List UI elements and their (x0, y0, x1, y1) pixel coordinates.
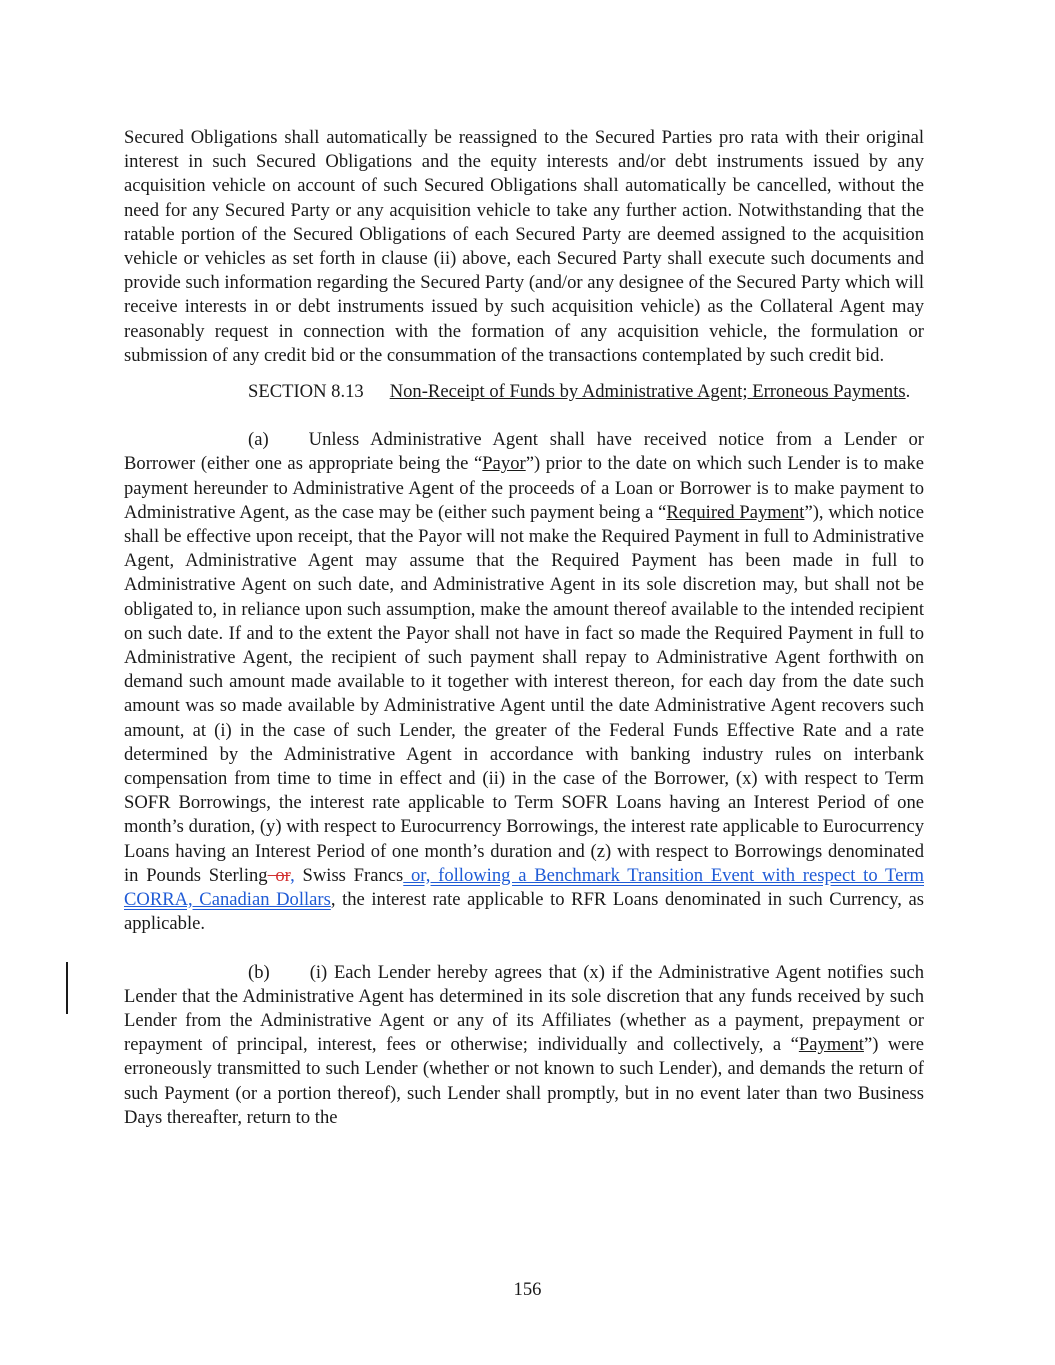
page-number: 156 (513, 1279, 542, 1300)
deleted-text: or (267, 864, 291, 886)
section-number: SECTION 8.13 (248, 381, 364, 403)
paragraph-a-text-5: , the interest rate applicable to RFR Loans denominated in such Currency, as applicable. (124, 889, 924, 935)
inserted-comma: , (290, 864, 295, 886)
paragraph-a-text-2: ”) prior to the date on which such Lender is to make payment hereunder to Administrative Agent of the proceeds of a Loan or Borrower is to make payment to Administrative Agent, as the case may be (either such payment being a “ (124, 453, 924, 523)
inserted-text: or, following a Benchmark Transition Event with respect to Term CORRA, Canadian Dollars (124, 864, 924, 911)
defined-term-required-payment: Required Payment (666, 501, 805, 523)
paragraph-a-text-3: ”), which notice shall be effective upon receipt, that the Payor will not make the Required Payment in full to Administrative Agent, Administrative Agent may assume that the Required Payment has been made in full to Administrative Agent on such date, and Administrative Agent in its sole discretion may, but shall not be obligated to, in reliance upon such assumption, make the amount thereof available to the intended recipient on such date. If and to the extent the Payor shall not have in fact so made the Required Payment in full to Administrative Agent, the recipient of such payment shall repay to Administrative Agent forthwith on demand such amount made available to it together with interest thereon, for each day from the date such amount was so made available by Administrative Agent until the date Administrative Agent recovers such amount, at (i) in the case of such Lender, the greater of the Federal Funds Effective Rate and a rate determined by the Administrative Agent in accordance with banking industry rules on interbank compensation from time to time in effect and (ii) in the case of the Borrower, (x) with respect to Term SOFR Borrowings, the interest rate applicable to Term SOFR Loans having an Interest Period of one month’s duration, (y) with respect to Eurocurrency Borrowings, the interest rate applicable to Eurocurrency Loans having an Interest Period of one month’s duration and (z) with respect to Borrowings denominated in Pounds Sterling (124, 501, 925, 886)
paragraph-a-text-1: Unless Administrative Agent shall have received notice from a Lender or Borrower (either one as appropriate being the “ (124, 429, 924, 475)
paragraph-b (124, 961, 924, 1130)
section-title: Non-Receipt of Funds by Administrative Agent; Erroneous Payments (389, 381, 906, 403)
revision-change-bar (66, 962, 68, 1014)
section-heading (124, 380, 924, 404)
paragraph-b-text-1: (i) Each Lender hereby agrees that (x) if the Administrative Agent notifies such Lender that the Administrative Agent has determined in its sole discretion that any funds received by such Lender from the Administrative Agent or any of its Affiliates (whether as a payment, prepayment or repayment of principal, interest, fees or otherwise; individually and collectively, a “ (124, 961, 924, 1056)
paragraph-b-label: (b) (248, 961, 270, 983)
document-page (124, 126, 924, 1130)
section-period: . (905, 381, 911, 403)
defined-term-payment: Payment (798, 1034, 864, 1056)
defined-term-payor: Payor (482, 453, 526, 475)
paragraph-a-text-4: Swiss Francs (294, 864, 404, 886)
paragraph-secured-obligations: Secured Obligations shall automatically be reassigned to the Secured Parties pro rata with their original interest in such Secured Obligations and the equity interests and/or debt instruments issued by any acquisition vehicle on account of such Secured Obligations shall automatically be cancelled, without the need for any Secured Party or any acquisition vehicle to take any further action. Notwithstanding that the ratable portion of the Secured Obligations of each Secured Party are deemed assigned to the acquisition vehicle or vehicles as set forth in clause (ii) above, each Secured Party shall execute such documents and provide such information regarding the Secured Party (and/or any designee of the Secured Party which will receive interests in or debt instruments issued by such acquisition vehicle) as the Collateral Agent may reasonably request in connection with the formation of any acquisition vehicle, the formulation or submission of any credit bid or the consummation of the transactions contemplated by such credit bid. (124, 127, 924, 366)
paragraph-b-text-2: ”) were erroneously transmitted to such Lender (whether or not known to such Lender), and demands the return of such Payment (or a portion thereof), such Lender shall promptly, but in no event later than two Business Days thereafter, return to the (124, 1034, 925, 1128)
paragraph-a (124, 428, 924, 936)
paragraph-a-label: (a) (248, 429, 269, 451)
